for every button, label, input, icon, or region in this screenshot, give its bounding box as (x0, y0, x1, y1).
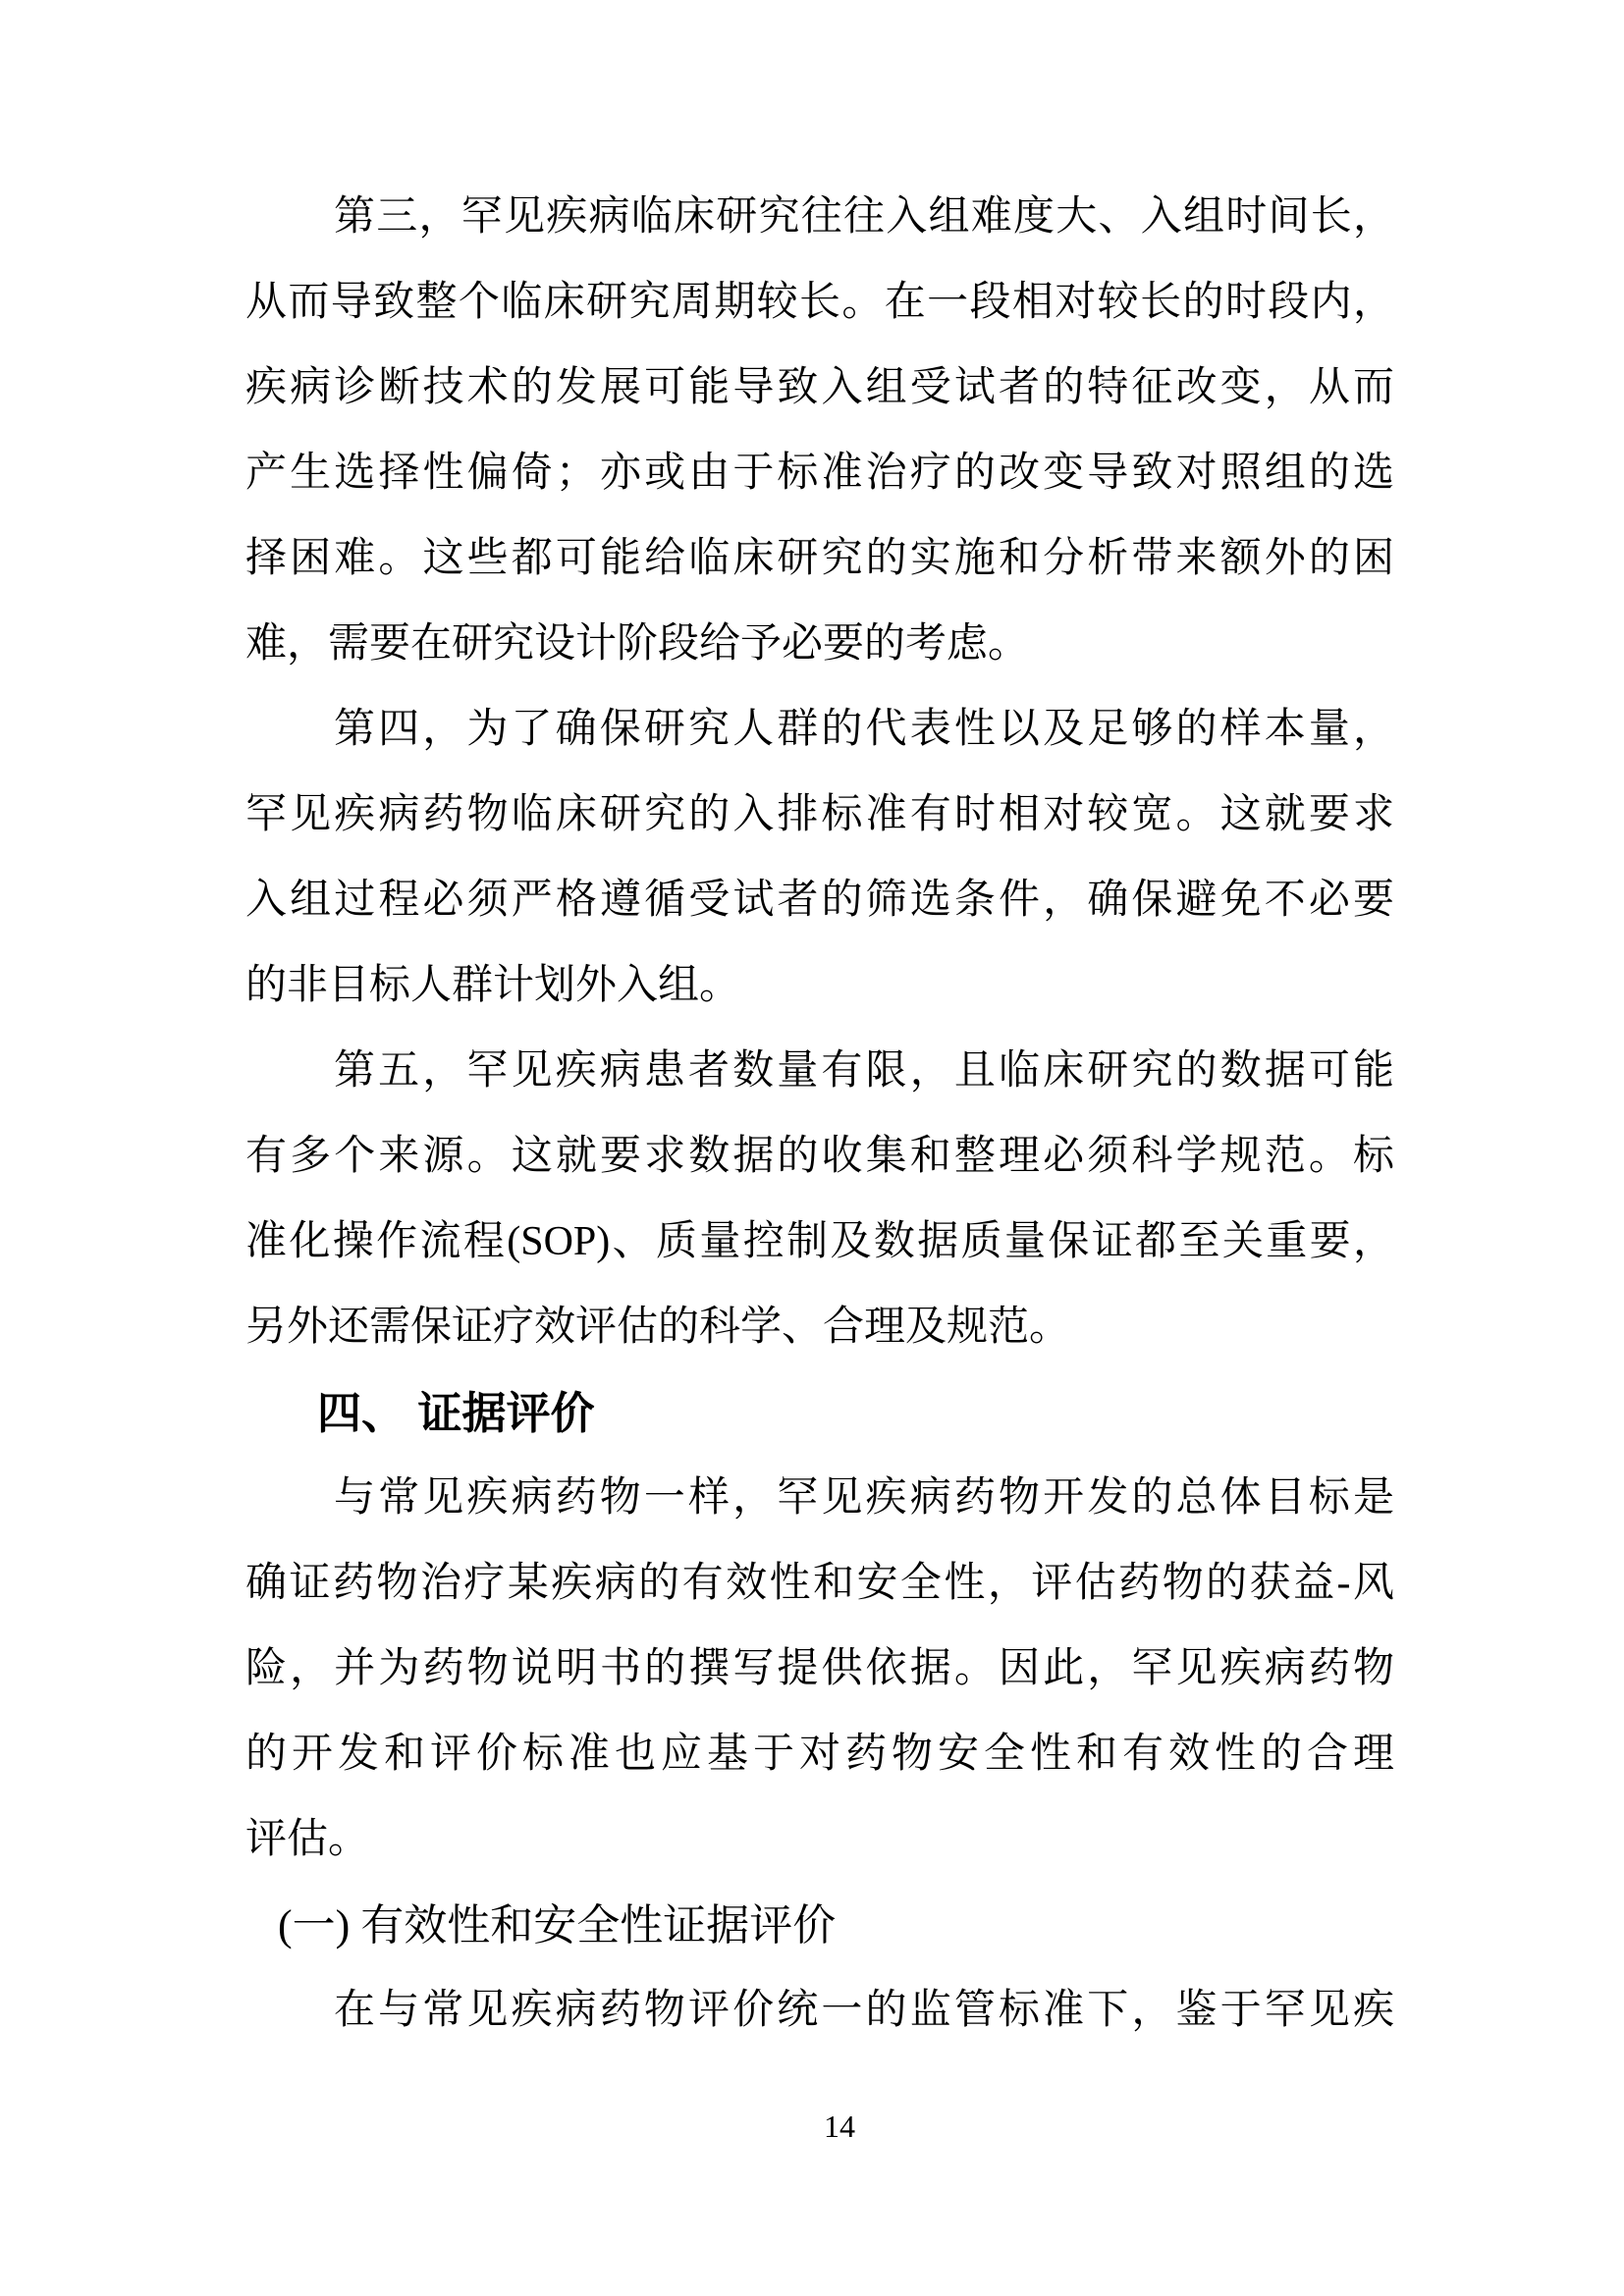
text-line: 罕见疾病药物临床研究的入排标准有时相对较宽。这就要求 (245, 792, 1394, 837)
text-line: 疾病诊断技术的发展可能导致入组受试者的特征改变，从而 (245, 365, 1394, 410)
sub-section-heading: (一) 有效性和安全性证据评价 (278, 1901, 837, 1949)
text-line: 入组过程必须严格遵循受试者的筛选条件，确保避免不必要 (245, 878, 1394, 923)
text-block (245, 175, 1394, 2054)
text-line: 择困难。这些都可能给临床研究的实施和分析带来额外的困 (245, 536, 1394, 581)
section-heading: 四、 证据评价 (317, 1388, 595, 1438)
text-line: 评估。 (245, 1817, 370, 1862)
text-line: 第四，为了确保研究人群的代表性以及足够的样本量， (334, 707, 1394, 752)
text-line: 第三，罕见疾病临床研究往往入组难度大、入组时间长， (334, 194, 1394, 240)
text-line: 难，需要在研究设计阶段给予必要的考虑。 (245, 621, 1030, 667)
text-line: 与常见疾病药物一样，罕见疾病药物开发的总体目标是 (334, 1475, 1394, 1521)
page-number: 14 (824, 2109, 855, 2144)
text-line: 产生选择性偏倚；亦或由于标准治疗的改变导致对照组的选 (245, 451, 1394, 496)
text-line: 第五，罕见疾病患者数量有限，且临床研究的数据可能 (334, 1048, 1394, 1094)
text-line: 在与常见疾病药物评价统一的监管标准下，鉴于罕见疾 (334, 1988, 1394, 2033)
text-line: 有多个来源。这就要求数据的收集和整理必须科学规范。标 (245, 1134, 1394, 1179)
text-line: 从而导致整个临床研究周期较长。在一段相对较长的时段内， (245, 280, 1394, 325)
text-line: 准化操作流程(SOP)、质量控制及数据质量保证都至关重要， (245, 1219, 1394, 1264)
text-line: 险，并为药物说明书的撰写提供依据。因此，罕见疾病药物 (245, 1646, 1394, 1691)
text-line: 确证药物治疗某疾病的有效性和安全性，评估药物的获益-风 (245, 1561, 1394, 1606)
text-line: 的开发和评价标准也应基于对药物安全性和有效性的合理 (245, 1732, 1394, 1777)
text-line: 的非目标人群计划外入组。 (245, 963, 741, 1008)
text-line: 另外还需保证疗效评估的科学、合理及规范。 (245, 1305, 1071, 1350)
